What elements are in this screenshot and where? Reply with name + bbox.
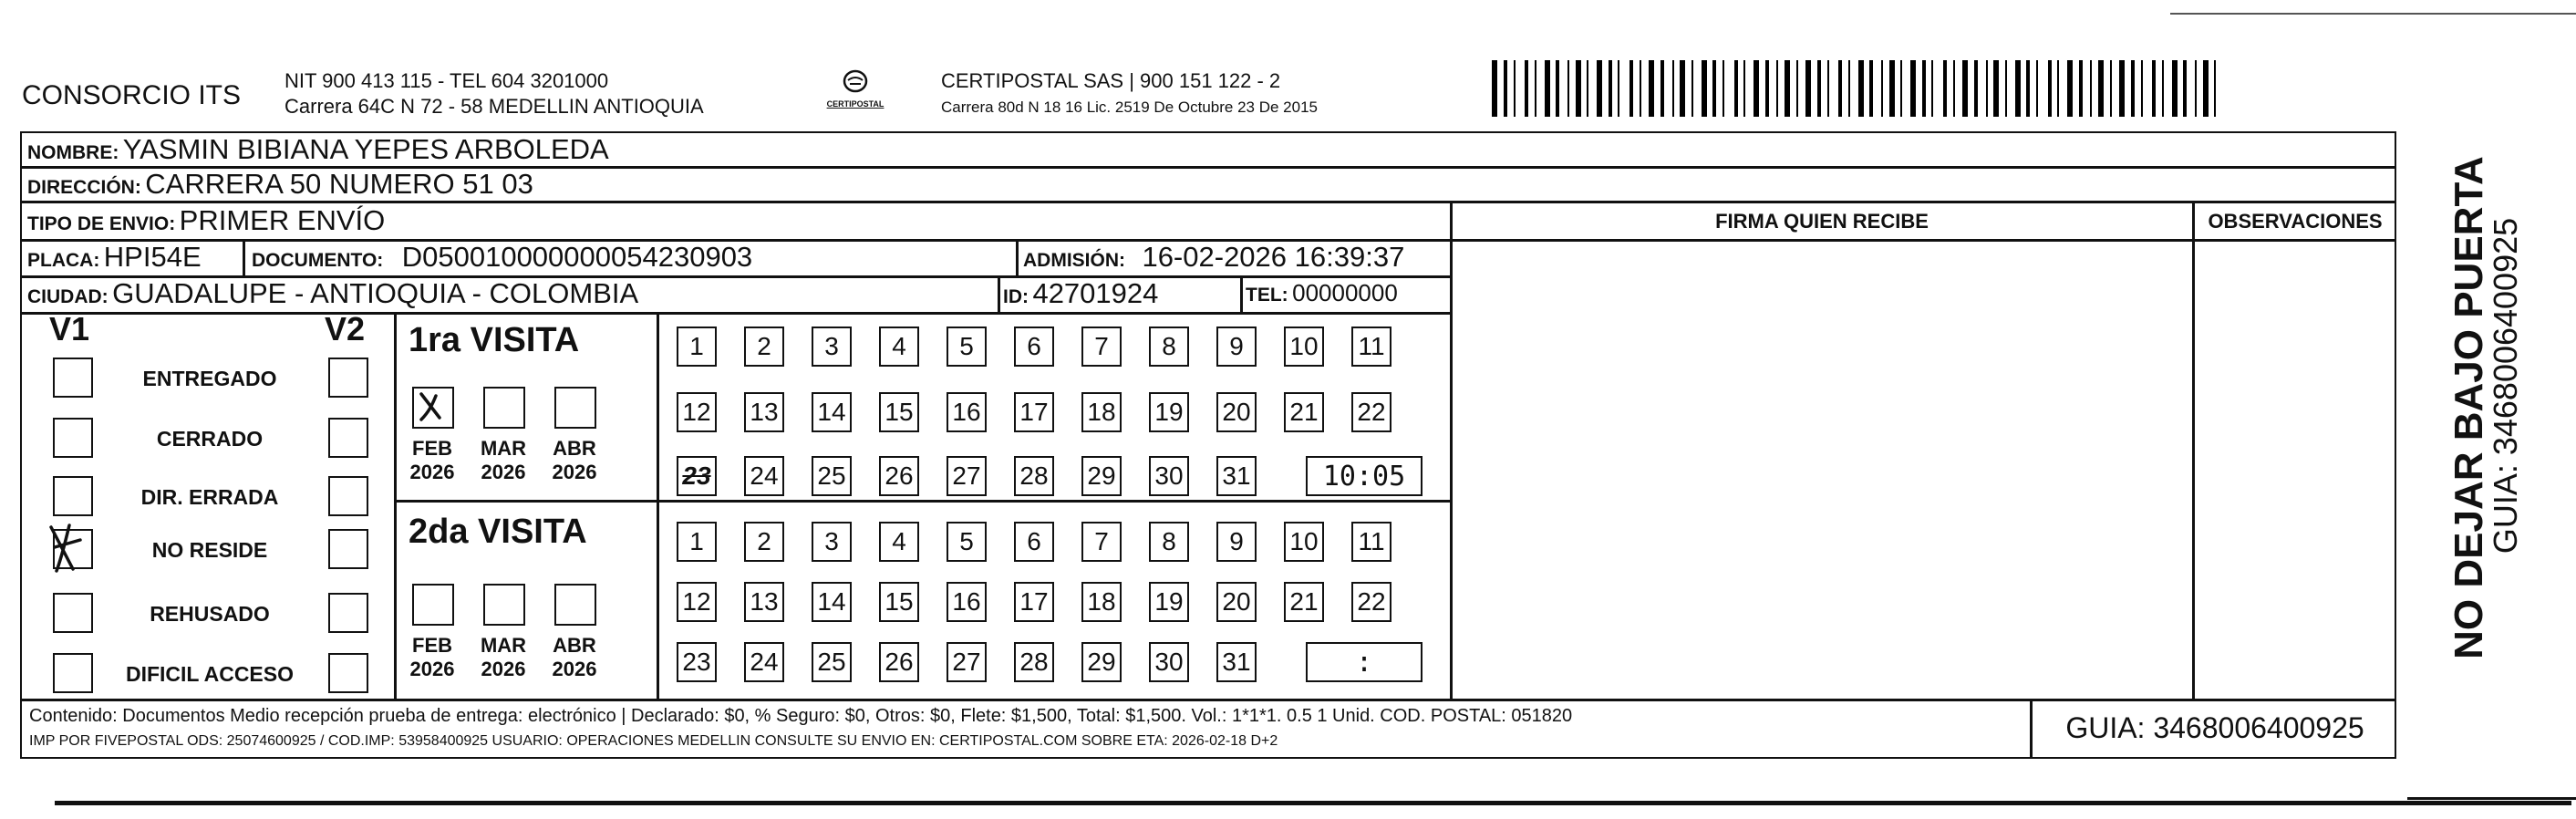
bottom-right-line (2407, 797, 2576, 800)
day-box[interactable]: 24 (744, 456, 784, 496)
barcode-bar (2195, 60, 2197, 117)
day-box[interactable]: 6 (1014, 522, 1054, 562)
col-line (657, 312, 659, 699)
month-label: FEB (412, 634, 452, 657)
day-box[interactable]: 22 (1351, 392, 1391, 432)
direccion-row (27, 168, 533, 201)
side-text (2396, 131, 2524, 697)
barcode-bar (1504, 60, 1507, 117)
day-box[interactable]: 4 (879, 327, 919, 367)
year-label: 2026 (552, 461, 597, 483)
barcode-bar (1535, 60, 1536, 117)
row-line (20, 312, 1450, 315)
barcode-bar (1545, 60, 1550, 117)
logo-text: CERTIPOSTAL (826, 99, 885, 109)
v2-checkbox[interactable] (328, 593, 368, 633)
v1-check-mark (42, 520, 97, 575)
barcode-bar (1556, 60, 1559, 117)
day-box[interactable]: 21 (1284, 392, 1324, 432)
status-label: CERRADO (156, 427, 264, 451)
barcode-bar (1743, 60, 1745, 117)
barcode-bar (1827, 60, 1829, 117)
time-value: 10:05 (1322, 460, 1406, 492)
status-label: ENTREGADO (142, 367, 277, 390)
address-line: Carrera 64C N 72 - 58 MEDELLIN ANTIOQUIA (284, 95, 704, 118)
barcode-bar (1986, 60, 1988, 117)
tel-label: TEL: (1246, 285, 1288, 306)
barcode-bar (1922, 60, 1926, 117)
day-box[interactable]: 17 (1014, 392, 1054, 432)
barcode-bar (2090, 60, 2092, 117)
barcode-bar (1796, 60, 1798, 117)
barcode-bar (1817, 60, 1821, 117)
col-line (243, 239, 245, 275)
barcode-bar (2110, 60, 2112, 117)
barcode-bar (1597, 60, 1602, 117)
barcode-bar (1943, 60, 1947, 117)
footer-line (20, 699, 2396, 701)
day-box[interactable]: 10 (1284, 522, 1324, 562)
barcode-bar (1734, 60, 1738, 117)
admision-field (1023, 241, 1404, 274)
tipo-row (27, 204, 385, 237)
barcode-bar (1889, 60, 1895, 117)
barcode-bar (2005, 60, 2007, 117)
day-box[interactable]: 31 (1216, 456, 1257, 496)
placa-label: PLACA: (27, 250, 100, 271)
barcode-bar (1649, 60, 1654, 117)
barcode-bar (1618, 60, 1619, 117)
status-label: DIFICIL ACCESO (125, 662, 294, 686)
barcode-bar (1576, 60, 1581, 117)
direccion-value: CARRERA 50 NUMERO 51 03 (145, 168, 533, 200)
barcode-bar (2079, 60, 2083, 117)
barcode-bar (2203, 60, 2209, 117)
time-box[interactable] (1306, 642, 1422, 682)
placa-value: HPI54E (103, 241, 202, 273)
col-line (394, 312, 397, 699)
barcode-bar (1838, 60, 1842, 117)
v2-checkbox[interactable] (328, 529, 368, 569)
day-box[interactable]: 8 (1149, 522, 1189, 562)
v1-checkbox[interactable] (53, 358, 93, 398)
day-box[interactable]: 30 (1149, 456, 1189, 496)
barcode-bar (1680, 60, 1685, 117)
status-label: DIR. ERRADA (140, 485, 279, 509)
barcode-bar (2057, 60, 2059, 117)
documento-value: D050010000000054230903 (401, 241, 753, 273)
tipo-value: PRIMER ENVÍO (179, 204, 386, 236)
documento-field (252, 241, 752, 274)
admision-value: 16-02-2026 16:39:37 (1142, 241, 1405, 273)
col-line (1240, 275, 1243, 312)
barcode-bar (1776, 60, 1778, 117)
id-label: ID: (1003, 286, 1029, 307)
day-box[interactable]: 27 (947, 642, 987, 682)
company-name: CONSORCIO ITS (22, 80, 242, 110)
barcode-bar (1702, 60, 1707, 117)
day-box[interactable]: 19 (1149, 582, 1189, 622)
barcode-bar (2141, 60, 2143, 117)
barcode-bar (1587, 60, 1588, 117)
month-label: MAR (480, 437, 527, 460)
barcode-bar (1754, 60, 1759, 117)
day-box[interactable]: 11 (1351, 327, 1391, 367)
barcode-bar (2162, 60, 2164, 117)
barcode-bar (2015, 60, 2021, 117)
day-box[interactable]: 25 (812, 642, 852, 682)
barcode-bar (2131, 60, 2135, 117)
barcode-bar (1672, 60, 1674, 117)
barcode-bar (1492, 60, 1497, 117)
ciudad-field (27, 277, 638, 310)
v1-checkbox[interactable] (53, 593, 93, 633)
v1-checkbox[interactable] (53, 476, 93, 516)
observaciones-header: OBSERVACIONES (2208, 210, 2383, 233)
day-box[interactable]: 7 (1081, 327, 1122, 367)
admision-label: ADMISIÓN: (1023, 250, 1125, 271)
barcode-bar (1900, 60, 1902, 117)
barcode-bar (1869, 60, 1873, 117)
imp-text: IMP POR FIVEPOSTAL ODS: 25074600925 / COD.IMP: 53958400925 USUARIO: OPERACIONES MEDELLIN CONSULTE SU ENVIO EN: CERTIPOSTAL.COM SOBRE ETA: 2026-02-18 D+2 (29, 733, 1278, 749)
status-label: REHUSADO (150, 602, 270, 626)
day-box[interactable]: 16 (947, 582, 987, 622)
day-box[interactable]: 17 (1014, 582, 1054, 622)
barcode-bar (1962, 60, 1968, 117)
barcode-bar (1765, 60, 1769, 117)
day-box[interactable]: 13 (744, 582, 784, 622)
day-box[interactable]: 24 (744, 642, 784, 682)
day-box[interactable]: 6 (1014, 327, 1054, 367)
barcode-bar (2172, 60, 2178, 117)
col-line (2192, 201, 2195, 699)
barcode-bar (2119, 60, 2125, 117)
day-box[interactable]: 12 (677, 582, 717, 622)
day-box[interactable]: 9 (1216, 522, 1257, 562)
top-right-line (2170, 13, 2576, 15)
day-box[interactable]: 15 (879, 582, 919, 622)
barcode-bar (1785, 60, 1790, 117)
bottom-edge-line (55, 801, 2571, 805)
year-label: 2026 (409, 461, 455, 483)
barcode-bar (2036, 60, 2038, 117)
certipostal-logo (826, 67, 885, 113)
v1-checkbox[interactable] (53, 653, 93, 693)
month-checkbox[interactable] (483, 387, 525, 429)
day-box[interactable]: 28 (1014, 456, 1054, 496)
v2-checkbox[interactable] (328, 418, 368, 458)
barcode-bar (1525, 60, 1528, 117)
barcode-bar (1993, 60, 1999, 117)
second-visit-title: 2da VISITA (409, 513, 587, 551)
v2-checkbox[interactable] (328, 476, 368, 516)
month-label: ABR (553, 634, 596, 657)
day-box[interactable]: 2 (744, 522, 784, 562)
barcode-bar (1660, 60, 1664, 117)
barcode-bar (1514, 60, 1516, 117)
barcode-bar (1858, 60, 1864, 117)
time-value: : (1355, 646, 1373, 679)
id-value: 42701924 (1032, 277, 1159, 309)
barcode-bar (1691, 60, 1693, 117)
barcode-bar (2183, 60, 2187, 117)
day-box[interactable]: 13 (744, 392, 784, 432)
barcode-bar (2067, 60, 2073, 117)
day-box[interactable]: 16 (947, 392, 987, 432)
day-box[interactable]: 9 (1216, 327, 1257, 367)
barcode-bar (1848, 60, 1850, 117)
day-box[interactable]: 29 (1081, 456, 1122, 496)
cert-line2: Carrera 80d N 18 16 Lic. 2519 De Octubre 23 De 2015 (941, 98, 1318, 116)
side-guia: GUIA: 3468006400925 (2487, 217, 2524, 555)
day-box[interactable]: 5 (947, 522, 987, 562)
documento-label: DOCUMENTO: (252, 250, 384, 271)
nombre-label: NOMBRE: (27, 142, 119, 163)
day-box[interactable]: 26 (879, 456, 919, 496)
year-label: 2026 (552, 658, 597, 680)
contenido-text: Contenido: Documentos Medio recepción prueba de entrega: electrónico | Declarado: $0, % Seguro: $0, Otros: $0, Flete: $1,500, Total: $1,500. Vol.: 1*1*1. 0.5 1 Unid. COD. POSTAL: 051820 (29, 706, 1573, 726)
day-box[interactable]: 25 (812, 456, 852, 496)
barcode-bar (2026, 60, 2030, 117)
logo-icon (837, 67, 874, 95)
barcode-bar (1910, 60, 1916, 117)
v2-label: V2 (325, 310, 366, 347)
day-box[interactable]: 20 (1216, 582, 1257, 622)
placa-field (27, 241, 202, 274)
barcode-bar (2152, 60, 2156, 117)
col-line (998, 275, 1000, 312)
month-label: FEB (412, 437, 452, 460)
barcode-bar (1974, 60, 1978, 117)
day-box[interactable]: 14 (812, 582, 852, 622)
year-label: 2026 (409, 658, 455, 680)
day-box[interactable]: 3 (812, 522, 852, 562)
barcode-bar (1629, 60, 1633, 117)
barcode-bar (2098, 60, 2104, 117)
day-box[interactable]: 21 (1284, 582, 1324, 622)
v2-checkbox[interactable] (328, 653, 368, 693)
barcode-bar (1567, 60, 1569, 117)
feb-check-mark (412, 387, 454, 429)
day-box[interactable]: 19 (1149, 392, 1189, 432)
day-box[interactable]: 27 (947, 456, 987, 496)
day-box[interactable]: 22 (1351, 582, 1391, 622)
day-box[interactable]: 8 (1149, 327, 1189, 367)
month-checkbox[interactable] (554, 584, 596, 626)
barcode-bar (1723, 60, 1724, 117)
day-box[interactable]: 12 (677, 392, 717, 432)
nombre-value: YASMIN BIBIANA YEPES ARBOLEDA (122, 133, 609, 165)
day-box[interactable]: 29 (1081, 642, 1122, 682)
barcode-bar (1931, 60, 1933, 117)
month-label: ABR (553, 437, 596, 460)
tipo-label: TIPO DE ENVIO: (27, 213, 176, 234)
v1-checkbox[interactable] (53, 418, 93, 458)
row-line (20, 201, 2396, 203)
month-checkbox[interactable] (483, 584, 525, 626)
month-checkbox[interactable] (554, 387, 596, 429)
ciudad-value: GUADALUPE - ANTIOQUIA - COLOMBIA (112, 277, 639, 309)
barcode-bar (1805, 60, 1811, 117)
tel-value: 00000000 (1292, 279, 1398, 306)
year-label: 2026 (481, 461, 526, 483)
day-box[interactable]: 5 (947, 327, 987, 367)
day-box[interactable]: 1 (677, 327, 717, 367)
first-visit-title: 1ra VISITA (409, 321, 580, 359)
time-box[interactable] (1306, 456, 1422, 496)
ciudad-label: CIUDAD: (27, 286, 109, 307)
year-label: 2026 (481, 658, 526, 680)
id-field (1003, 277, 1158, 310)
v1-label: V1 (49, 310, 90, 347)
day-box[interactable]: 30 (1149, 642, 1189, 682)
col-line (2030, 699, 2033, 759)
side-warning: NO DEJAR BAJO PUERTA (2447, 156, 2491, 659)
day-box[interactable]: 18 (1081, 392, 1122, 432)
barcode-bar (1953, 60, 1955, 117)
cert-line1: CERTIPOSTAL SAS | 900 151 122 - 2 (941, 69, 1281, 92)
day-box[interactable]: 23 (677, 456, 717, 496)
barcode-bar (2214, 60, 2216, 117)
nombre-row (27, 133, 609, 166)
day-box[interactable]: 11 (1351, 522, 1391, 562)
barcode-bar (1881, 60, 1883, 117)
day-box[interactable]: 7 (1081, 522, 1122, 562)
col-line (1016, 239, 1019, 275)
day-box[interactable]: 31 (1216, 642, 1257, 682)
day-box[interactable]: 14 (812, 392, 852, 432)
day-box[interactable]: 2 (744, 327, 784, 367)
v2-checkbox[interactable] (328, 358, 368, 398)
day-box[interactable]: 4 (879, 522, 919, 562)
firma-header: FIRMA QUIEN RECIBE (1715, 210, 1929, 233)
day-box[interactable]: 3 (812, 327, 852, 367)
month-label: MAR (480, 634, 527, 657)
month-checkbox[interactable] (412, 584, 454, 626)
status-label: NO RESIDE (151, 538, 268, 562)
tel-field (1246, 279, 1398, 307)
day-box[interactable]: 1 (677, 522, 717, 562)
direccion-label: DIRECCIÓN: (27, 177, 141, 198)
day-box[interactable]: 28 (1014, 642, 1054, 682)
day-box[interactable]: 23 (677, 642, 717, 682)
nit-line: NIT 900 413 115 - TEL 604 3201000 (284, 69, 609, 92)
visit-divider (394, 500, 1450, 503)
day-box[interactable]: 26 (879, 642, 919, 682)
barcode-bar (2048, 60, 2052, 117)
day-box[interactable]: 10 (1284, 327, 1324, 367)
footer-guia: GUIA: 3468006400925 (2065, 711, 2364, 744)
barcode-bar (1712, 60, 1716, 117)
day-box[interactable]: 20 (1216, 392, 1257, 432)
col-line (1450, 201, 1453, 699)
barcode-bar (1640, 60, 1641, 117)
barcode (1492, 60, 2221, 117)
day-box[interactable]: 18 (1081, 582, 1122, 622)
day-box[interactable]: 15 (879, 392, 919, 432)
barcode-bar (1609, 60, 1612, 117)
